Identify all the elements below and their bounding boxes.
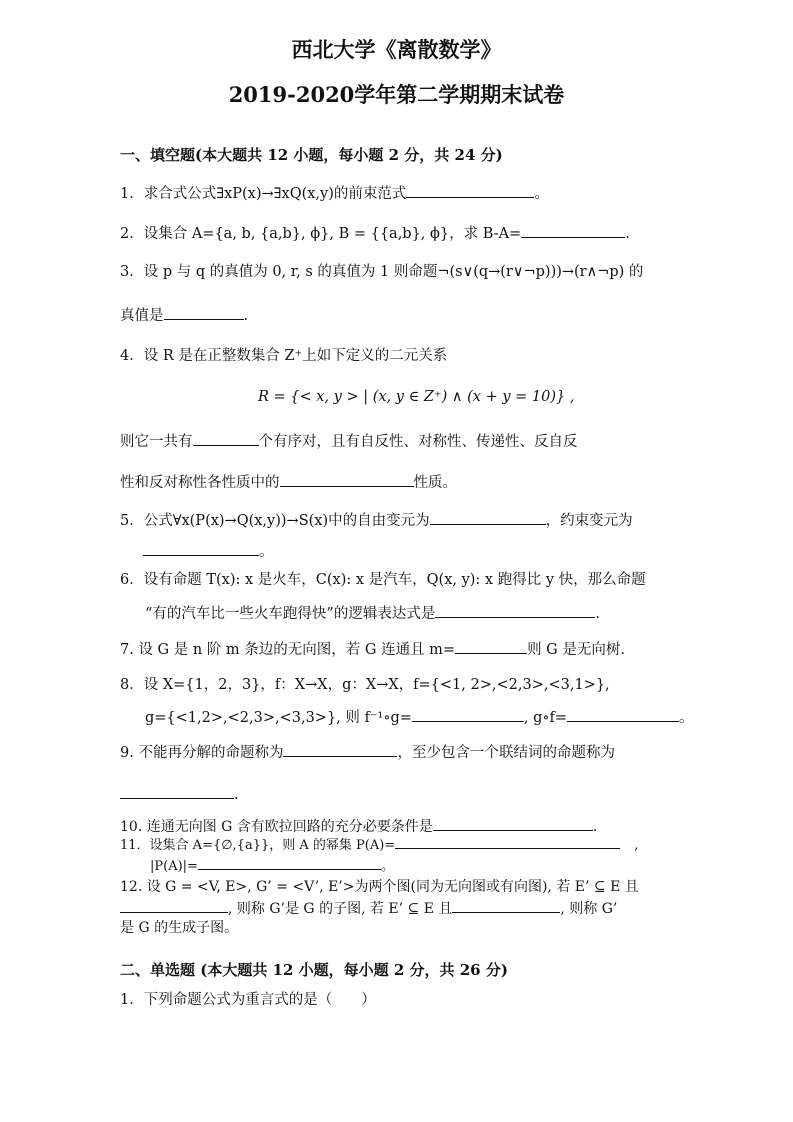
answer-blank[interactable] xyxy=(193,430,259,446)
q10-text: 10. 连通无向图 G 含有欧拉回路的充分必要条件是 xyxy=(120,819,433,835)
answer-blank[interactable] xyxy=(120,783,234,799)
q3-text: 3．设 p 与 q 的真值为 0, r, s 的真值为 1 则命题¬(s∨(q→(r∨¬p)))→(r∧¬p) 的 xyxy=(120,264,644,280)
question-12 xyxy=(120,877,639,897)
q3-text-2: 真值是 xyxy=(120,308,164,324)
q8-end: 。 xyxy=(679,710,694,726)
question-10 xyxy=(120,815,597,837)
answer-blank[interactable] xyxy=(455,638,527,654)
q5-text: 5．公式∀x(P(x)→Q(x,y))→S(x)中的自由变元为 xyxy=(120,513,430,529)
question-1 xyxy=(120,182,549,204)
question-8 xyxy=(120,675,610,695)
q1-text: 1．求合式公式∃xP(x)→∃xQ(x,y)的前束范式 xyxy=(120,186,407,202)
answer-blank[interactable] xyxy=(567,706,679,722)
answer-blank[interactable] xyxy=(433,815,593,831)
q10-end: . xyxy=(592,819,598,835)
q12-text-4: 是 G 的生成子图。 xyxy=(120,920,239,936)
question-9-cont xyxy=(120,783,239,805)
question-12-cont xyxy=(120,899,617,919)
q7-text-2: 则 G 是无向树. xyxy=(527,642,625,658)
q4-text-2: 则它一共有 xyxy=(120,434,193,450)
question-7 xyxy=(120,638,625,660)
q9-text-2: ，至少包含一个联结词的命题称为 xyxy=(397,745,615,761)
document-title: 西北大学《离散数学》 xyxy=(291,37,502,62)
answer-blank[interactable] xyxy=(395,836,620,849)
answer-blank[interactable] xyxy=(430,509,546,525)
q11-text: 11．设集合 A={∅,{a}}，则 A 的幂集 P(A)= xyxy=(120,838,396,853)
q12-text-2: , 则称 G’是 G 的子图, 若 E’ ⊆ E 且 xyxy=(228,901,453,917)
answer-blank[interactable] xyxy=(412,706,524,722)
question-6-cont xyxy=(145,602,600,624)
q3-end: . xyxy=(243,308,249,324)
q9-text: 9. 不能再分解的命题称为 xyxy=(120,745,284,761)
q6-text: 6．设有命题 T(x): x 是火车，C(x): x 是汽车，Q(x, y): x 跑得比 y 快，那么命题 xyxy=(120,572,646,588)
q11-text-2: |P(A)|= xyxy=(150,859,198,874)
section-heading-single-choice: 二、单选题 (本大题共 12 小题，每小题 2 分，共 26 分) xyxy=(120,961,508,979)
question-9 xyxy=(120,741,615,763)
q4-formula: R = {< x, y > | (x, y ∈ Z⁺) ∧ (x + y = 10)} , xyxy=(258,389,575,405)
section-heading-fill-in: 一、填空题(本大题共 12 小题，每小题 2 分，共 24 分) xyxy=(120,146,503,164)
q4-text-5: 性质。 xyxy=(413,475,457,491)
q8-text: 8．设 X={1，2，3}，f：X→X，g：X→X，f={<1, 2>,<2,3>,<3,1>}, xyxy=(120,677,610,693)
q11-comma: , xyxy=(634,838,639,853)
answer-blank[interactable] xyxy=(521,222,625,238)
q11-end: 。 xyxy=(380,859,394,874)
question-8-cont xyxy=(145,706,694,728)
q4-text-3: 个有序对，且有自反性、对称性、传递性、反自反 xyxy=(258,434,578,450)
answer-blank[interactable] xyxy=(164,304,244,320)
q8-text-2: g={<1,2>,<2,3>,<3,3>}, 则 f⁻¹∘g= xyxy=(145,710,412,726)
question-11-cont xyxy=(150,857,394,877)
q4-text-4: 性和反对称性各性质中的 xyxy=(120,475,280,491)
question-5 xyxy=(120,509,633,531)
q6-end: . xyxy=(595,606,600,622)
q12-text: 12. 设 G = <V, E>, G’ = <V’, E’>为两个图(同为无向图或有向图), 若 E’ ⊆ E 且 xyxy=(120,879,639,895)
answer-blank[interactable] xyxy=(120,899,228,913)
answer-blank[interactable] xyxy=(452,899,560,913)
answer-blank[interactable] xyxy=(283,741,397,757)
question-4-cont2 xyxy=(120,471,457,493)
answer-blank[interactable] xyxy=(143,540,259,556)
s2-question-1: 1．下列命题公式为重言式的是（ ） xyxy=(120,992,376,1008)
q5-text-2: ，约束变元为 xyxy=(545,513,633,529)
answer-blank[interactable] xyxy=(198,857,381,870)
answer-blank[interactable] xyxy=(435,602,595,618)
answer-blank[interactable] xyxy=(280,471,414,487)
q8-text-3: , g∘f= xyxy=(523,710,568,726)
question-12-cont2 xyxy=(120,918,238,938)
question-4-cont xyxy=(120,430,578,452)
q7-text: 7. 设 G 是 n 阶 m 条边的无向图，若 G 连通且 m= xyxy=(120,642,456,658)
answer-blank[interactable] xyxy=(406,182,534,198)
question-11 xyxy=(120,836,638,856)
q2-end: . xyxy=(625,226,630,242)
q9-end: . xyxy=(234,787,239,803)
q6-text-2: “有的汽车比一些火车跑得快”的逻辑表达式是 xyxy=(145,606,436,622)
q2-text: 2．设集合 A={a, b, {a,b}, ϕ}, B = {{a,b}, ϕ}，求 B-A= xyxy=(120,226,522,242)
q4-text: 4．设 R 是在正整数集合 Z⁺上如下定义的二元关系 xyxy=(120,348,448,364)
document-subtitle: 2019-2020学年第二学期期末试卷 xyxy=(228,82,565,107)
q12-text-3: , 则称 G’ xyxy=(560,901,618,917)
question-5-cont xyxy=(143,540,274,562)
question-3-cont xyxy=(120,304,248,326)
question-6 xyxy=(120,570,646,590)
q5-end: 。 xyxy=(259,544,274,560)
q1-end: 。 xyxy=(534,186,549,202)
question-4 xyxy=(120,346,447,366)
question-3 xyxy=(120,262,643,282)
question-2 xyxy=(120,222,630,244)
